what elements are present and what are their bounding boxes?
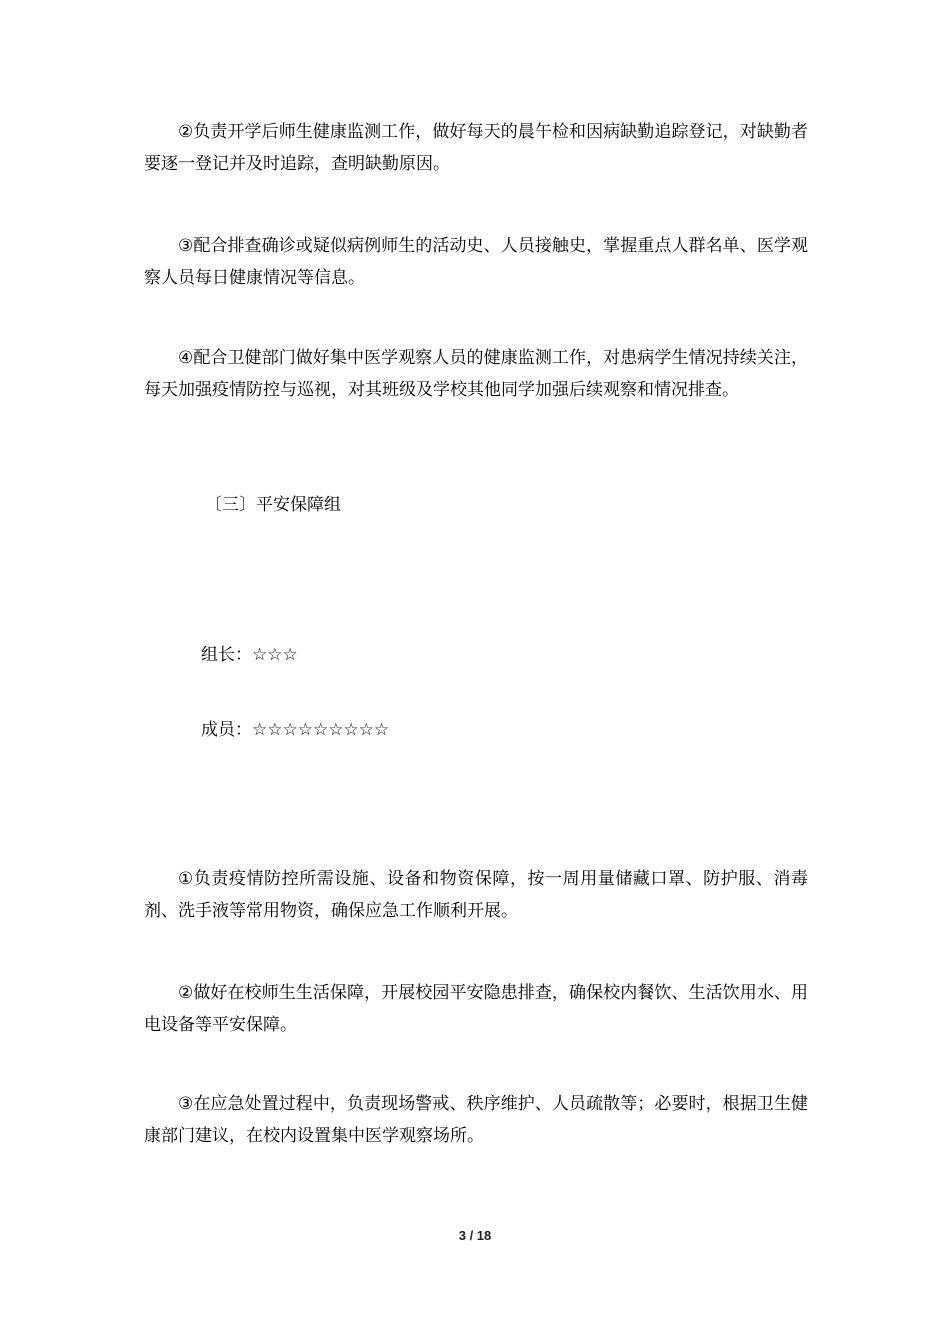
page-number: 3 / 18 (458, 1228, 492, 1243)
paragraph-supplies: ①负责疫情防控所需设施、设备和物资保障，按一周用量储藏口罩、防护服、消毒剂、洗手液等常用物资，确保应急工作顺利开展。 (144, 869, 808, 921)
paragraph-health-monitoring: ②负责开学后师生健康监测工作，做好每天的晨午检和因病缺勤追踪登记，对缺勤者要逐一登记并及时追踪，查明缺勤原因。 (144, 122, 808, 174)
paragraph-case-tracing: ③配合排查确诊或疑似病例师生的活动史、人员接触史，掌握重点人群名单、医学观察人员每日健康情况等信息。 (144, 236, 808, 288)
paragraph-living-support: ②做好在校师生生活保障，开展校园平安隐患排查，确保校内餐饮、生活饮用水、用电设备等平安保障。 (144, 983, 808, 1035)
section-heading: 〔三〕平安保障组 (205, 495, 341, 515)
group-members: 成员：☆☆☆☆☆☆☆☆☆ (201, 720, 390, 740)
paragraph-emergency-handling: ③在应急处置过程中，负责现场警戒、秩序维护、人员疏散等；必要时，根据卫生健康部门建议，在校内设置集中医学观察场所。 (144, 1094, 808, 1146)
group-leader: 组长：☆☆☆ (201, 645, 298, 665)
paragraph-quarantine-monitoring: ④配合卫健部门做好集中医学观察人员的健康监测工作，对患病学生情况持续关注，每天加强疫情防控与巡视，对其班级及学校其他同学加强后续观察和情况排查。 (144, 348, 808, 400)
